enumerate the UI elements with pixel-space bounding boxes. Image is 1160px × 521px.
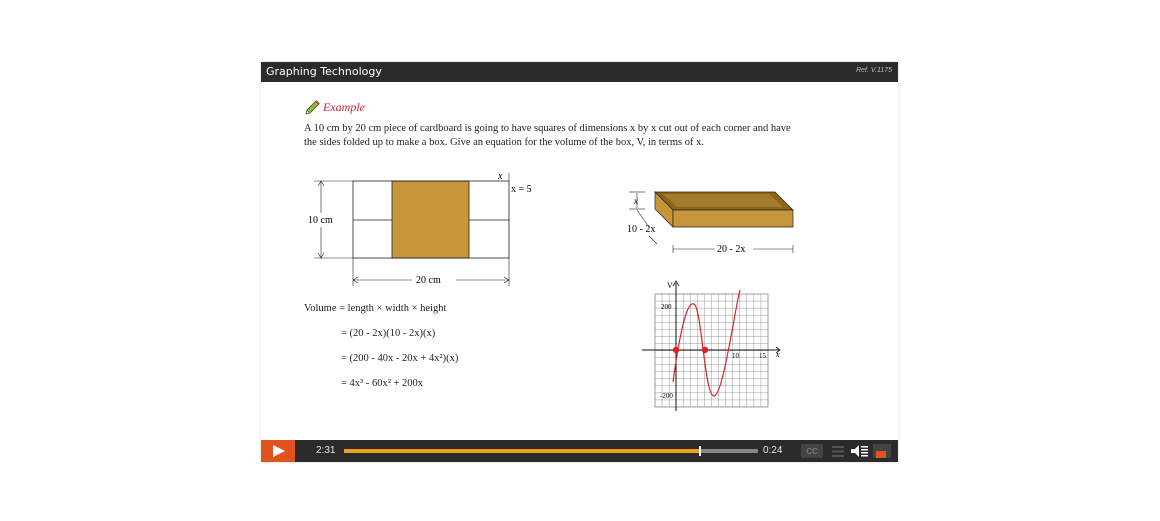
cardboard-center [392,181,469,258]
control-bar [261,440,898,462]
reference-code: Ref. V.1175 [856,67,892,74]
root-point-5 [702,347,708,353]
volume-graph [639,278,789,416]
graph-15-label: 15 [759,352,766,360]
progress-fill [344,449,700,453]
play-button[interactable] [261,440,295,462]
slide-content [261,82,898,440]
equation-2: = (20 - 2x)(10 - 2x)(x) [341,328,436,339]
problem-line-1: A 10 cm by 20 cm piece of cardboard is going to have squares of dimensions x by x cut out of each corner and have [304,123,791,134]
closed-captions-icon[interactable]: CC [801,444,823,458]
volume-icon[interactable] [851,444,869,458]
box-diagram [623,182,803,267]
cardboard-diagram [301,168,551,293]
menu-icon[interactable] [831,444,845,458]
x-equals-label: x = 5 [511,184,532,195]
video-title: Graphing Technology [266,65,382,78]
equation-1: Volume = length × width × height [304,303,447,314]
pencil-icon [303,99,321,117]
graph-neg200-label: -200 [660,392,673,400]
root-point-0 [673,347,679,353]
remaining-time: 0:24 [763,445,783,456]
problem-text [304,122,791,150]
progress-bar[interactable] [344,449,758,453]
box-height-label: 10 - 2x [627,224,656,235]
box-x-label: x [634,196,638,206]
problem-line-2: the sides folded up to make a box. Give an equation for the volume of the box, V, in terms of x. [304,137,704,148]
graph-200-label: 200 [661,303,672,311]
graph-x-label: x [776,350,780,359]
play-icon [273,445,285,457]
graph-v-label: V [667,281,673,290]
progress-handle[interactable] [699,446,701,456]
box-length-label: 20 - 2x [717,244,746,255]
video-player [261,62,898,462]
example-heading: Example [323,100,365,114]
cutout-x-label: x [498,171,503,182]
title-bar [261,62,898,82]
width-label: 20 cm [416,275,441,286]
settings-icon[interactable] [873,444,891,458]
height-label: 10 cm [308,215,333,226]
equation-3: = (200 - 40x - 20x + 4x²)(x) [341,353,459,364]
graph-10-label: 10 [732,352,739,360]
equation-4: = 4x³ - 60x² + 200x [341,378,424,389]
current-time: 2:31 [316,445,336,456]
